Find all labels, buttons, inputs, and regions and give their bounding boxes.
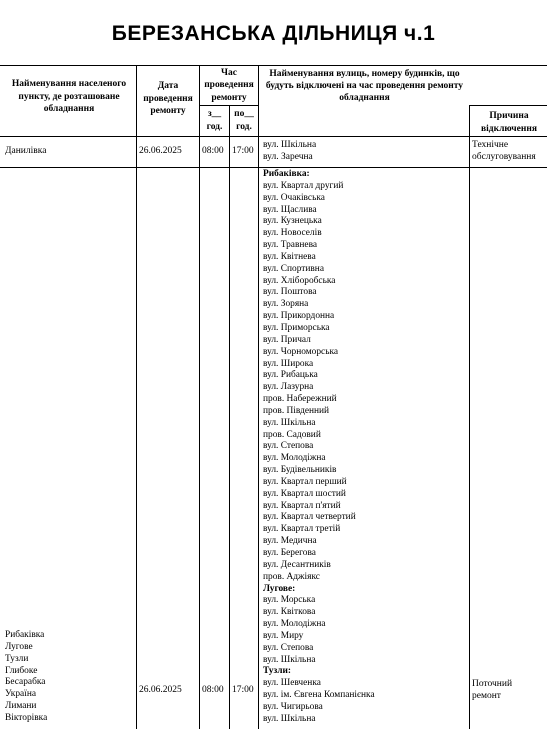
street-item: вул. Щаслива [263,204,317,215]
street-item: вул. Кузнецька [263,216,322,227]
col-line-5 [469,105,470,729]
header-settlement: Найменування населеного пункту, де розташоване обладнання [11,79,127,114]
row1-street: вул. Шкільна [263,140,317,150]
street-item: вул. Шевченка [263,678,321,689]
row2-street-list [263,169,375,726]
row2-to: 17:00 [232,685,254,695]
row1-reason: Технічне [472,140,509,150]
street-item: вул. Квартал шостий [263,488,346,499]
street-item: пров. Південний [263,405,330,416]
street-item: вул. Поштова [263,287,317,298]
row2-settlement: Рибаківка [5,630,45,640]
col-line-1 [136,65,137,729]
street-item: вул. Причал [263,334,311,345]
row2-date: 26.06.2025 [139,685,182,695]
row1-from: 08:00 [202,146,224,156]
street-item: вул. ім. Євгена Компанієнка [263,690,375,701]
col-line-4 [258,65,259,729]
street-item: вул. Квіткова [263,607,316,618]
row2-settlement: Лимани [5,701,37,712]
street-item: вул. Зоряна [263,299,309,310]
street-item: вул. Лазурна [263,382,314,393]
row2-reason: Поточний [472,679,513,689]
street-item: пров. Садовий [263,429,321,440]
street-item: вул. Квартал другий [263,180,344,191]
street-item: пров. Аджіякс [263,571,320,582]
row2-settlement: Глибоке [5,665,38,676]
street-item: вул. Миру [263,630,304,641]
street-item: вул. Чигирьова [263,701,323,712]
street-item: вул. Чорноморська [263,346,339,357]
header-reason: Причина відключення [481,111,537,134]
street-item: вул. Травнева [263,240,318,251]
row2-settlement: Лугове [5,641,33,652]
row2-settlement-list [5,630,47,725]
row2-from: 08:00 [202,685,224,695]
street-item: вул. Степова [263,642,314,653]
row1-date: 26.06.2025 [139,146,182,156]
header-bottom-line [0,136,547,137]
street-item: вул. Квітнева [263,251,316,262]
street-item: пров. Набережний [263,394,337,405]
street-item: вул. Шкільна [263,417,316,428]
row1-to: 17:00 [232,146,254,156]
header-date: Дата проведення ремонту [143,81,193,116]
street-item: вул. Приморська [263,322,330,333]
row2-settlement: Тузли [5,653,29,664]
street-item: вул. Берегова [263,548,316,558]
street-item: вул. Шкільна [263,713,316,724]
col-line-3 [229,105,230,729]
street-group-heading: Лугове: [263,583,296,594]
street-item: вул. Квартал четвертий [263,512,356,523]
street-item: вул. Молодіжна [263,619,326,630]
street-item: вул. Квартал перший [263,476,347,487]
street-item: вул. Шкільна [263,654,316,665]
row1-street: вул. Заречна [263,152,313,162]
street-item: вул. Спортивна [263,263,324,274]
street-item: вул. Хліборобська [263,275,336,286]
street-group-heading: Рибаківка: [263,169,310,179]
street-item: вул. Морська [263,595,316,606]
row1-bottom-line [0,167,547,168]
row2-settlement: Бесарабка [5,677,46,688]
row2-settlement: Україна [5,689,36,700]
row1-settlement: Данилівка [5,146,47,156]
street-item: вул. Широка [263,358,314,369]
row2-reason: ремонт [472,691,501,701]
street-item: вул. Квартал п'ятий [263,500,341,511]
street-item: вул. Медична [263,536,317,547]
col-line-2 [199,65,200,729]
street-item: вул. Будівельників [263,465,337,476]
header-to: по__ год. [234,109,254,132]
row1-reason: обслуговування [472,152,536,162]
street-item: вул. Квартал третій [263,524,341,535]
header-streets: Найменування вулиць, номеру будинків, що будуть відключені на час проведення ремонту обладнання [265,69,464,104]
street-item: вул. Молодіжна [263,453,326,464]
street-item: вул. Очаківська [263,192,325,203]
reason-header-divider [469,105,547,106]
street-item: вул. Десантників [263,559,331,570]
header-time: Час проведення ремонту [204,68,254,103]
header-from: з__ год. [206,109,223,132]
street-group-heading: Тузли: [263,666,292,677]
street-item: вул. Новоселів [263,228,322,239]
table-border-top [0,65,547,66]
row2-settlement: Вікторівка [5,712,48,723]
street-item: вул. Степова [263,441,314,452]
street-item: вул. Рибацька [263,370,318,381]
page-title: БЕРЕЗАНСЬКА ДІЛЬНИЦЯ ч.1 [111,22,436,45]
street-item: вул. Прикордонна [263,311,335,322]
